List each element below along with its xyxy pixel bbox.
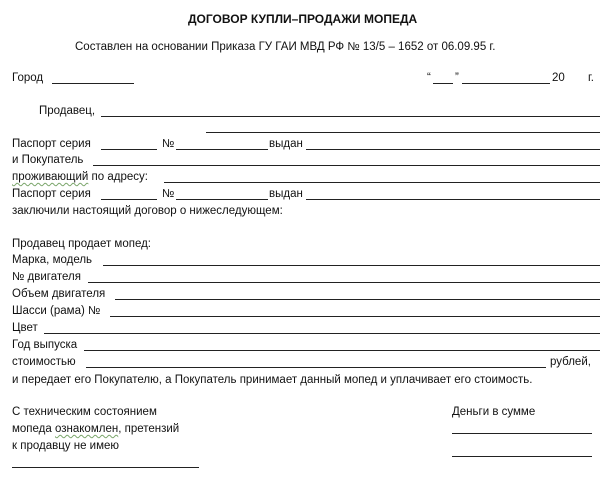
buyer-label: и Покупатель (12, 154, 84, 166)
buyer-field[interactable] (93, 165, 600, 166)
condition-line-2-c: , претензий (118, 423, 180, 435)
engine-label: № двигателя (12, 271, 81, 283)
seller-field[interactable] (101, 116, 600, 117)
chassis-label: Шасси (рама) № (12, 305, 101, 317)
seller-label: Продавец, (39, 105, 96, 117)
buyer-address-field[interactable] (164, 182, 600, 183)
condition-line-2 (12, 422, 179, 436)
color-field[interactable] (44, 333, 600, 334)
city-field[interactable] (52, 83, 134, 84)
date-year-prefix: 20 (552, 72, 565, 84)
residing-label-rest: по адресу: (88, 171, 148, 183)
buyer-passport-number-label: № (162, 188, 175, 200)
date-month-field[interactable] (462, 83, 550, 84)
chassis-field[interactable] (110, 316, 600, 317)
residing-label (12, 170, 148, 184)
seller-passport-number-field[interactable] (176, 149, 268, 150)
buyer-signature-field[interactable] (12, 467, 199, 468)
volume-label: Объем двигателя (12, 288, 106, 300)
seller-passport-number-label: № (162, 138, 175, 150)
condition-line-2-b: ознакомлен (54, 423, 119, 435)
money-label: Деньги в сумме (452, 406, 536, 418)
buyer-passport-series-label: Паспорт серия (12, 188, 91, 200)
buyer-passport-series-field[interactable] (101, 199, 157, 200)
condition-line-2-a: мопеда (12, 423, 55, 435)
brand-field[interactable] (103, 265, 600, 266)
seller-field-2[interactable] (206, 132, 600, 133)
document-subtitle: Составлен на основании Приказа ГУ ГАИ МВД РФ № 13/5 – 1652 от 06.09.95 г. (75, 41, 496, 53)
residing-label-word: проживающий (12, 171, 89, 183)
buyer-passport-number-field[interactable] (176, 199, 268, 200)
cost-field[interactable] (86, 367, 546, 368)
year-label: Год выпуска (12, 339, 78, 351)
date-open-quote: “ (427, 72, 431, 84)
document-title: ДОГОВОР КУПЛИ–ПРОДАЖИ МОПЕДА (188, 12, 418, 26)
seller-passport-issued-field[interactable] (306, 149, 600, 150)
seller-sells-text: Продавец продает мопед: (12, 238, 151, 250)
buyer-passport-issued-field[interactable] (306, 199, 600, 200)
seller-passport-series-field[interactable] (101, 149, 157, 150)
color-label: Цвет (12, 322, 38, 334)
date-day-field[interactable] (433, 83, 453, 84)
money-amount-field-2[interactable] (452, 456, 592, 457)
date-year-suffix: г. (588, 72, 594, 84)
cost-label: стоимостью (12, 356, 76, 368)
condition-line-3: к продавцу не имею (12, 440, 120, 452)
money-amount-field[interactable] (452, 433, 592, 434)
volume-field[interactable] (115, 299, 600, 300)
seller-passport-issued-label: выдан (269, 138, 303, 150)
date-close-quote: ” (455, 72, 459, 84)
transfer-text: и передает его Покупателю, а Покупатель принимает данный мопед и уплачивает его стоимость. (12, 374, 533, 386)
currency-label: рублей, (550, 356, 591, 368)
city-label: Город (12, 72, 44, 84)
condition-line-1: С техническим состоянием (12, 406, 157, 418)
buyer-passport-issued-label: выдан (269, 188, 303, 200)
engine-field[interactable] (88, 282, 600, 283)
seller-passport-series-label: Паспорт серия (12, 138, 91, 150)
year-field[interactable] (84, 350, 600, 351)
concluded-text: заключили настоящий договор о нижеследующем: (12, 205, 283, 217)
brand-label: Марка, модель (12, 254, 93, 266)
